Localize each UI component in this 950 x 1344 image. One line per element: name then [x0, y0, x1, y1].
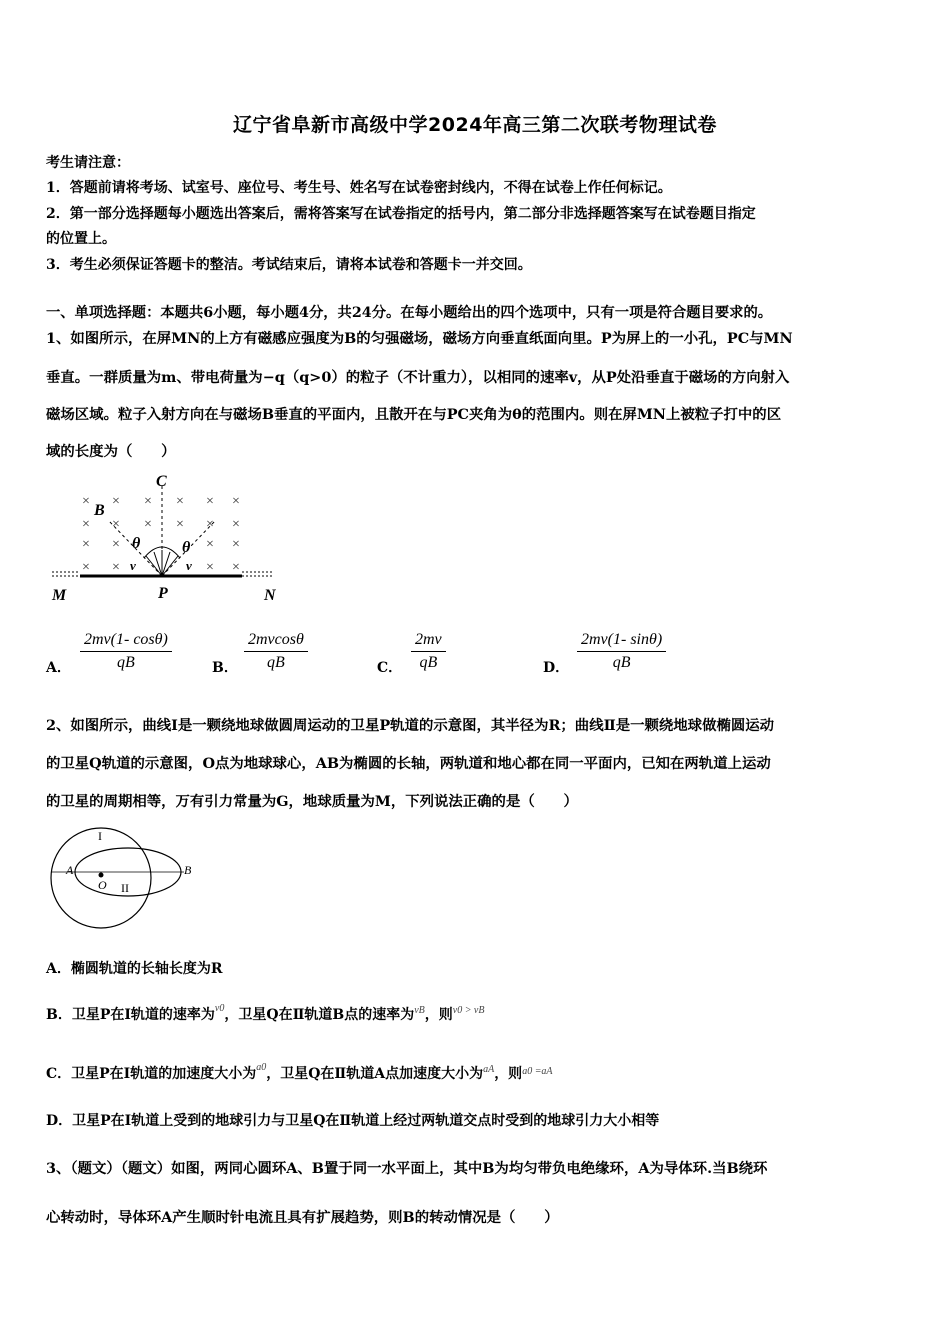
- option-a-label: A．: [46, 660, 71, 676]
- label-v: v: [186, 558, 192, 573]
- label-v: v: [130, 558, 136, 573]
- cross-mark: ×: [82, 537, 90, 552]
- cross-mark: ×: [232, 517, 240, 532]
- cross-mark: ×: [176, 517, 184, 532]
- label-orbit-ii: II: [121, 881, 129, 895]
- cross-mark: ×: [144, 494, 152, 509]
- option-d-label: D．: [543, 660, 570, 676]
- label-b: B: [184, 863, 192, 877]
- q2-option-c: C．卫星P在Ⅰ轨道的加速度大小为$^{a0}$，卫星Q在Ⅱ轨道A点加速度大小为$^{aA}$，则$^{a0 =aA}$: [46, 1062, 553, 1082]
- notice-item: 3．考生必须保证答题卡的整洁。考试结束后，请将本试卷和答题卡一并交回。: [46, 257, 532, 273]
- cross-mark: ×: [232, 560, 240, 575]
- q2-line: 2、如图所示，曲线Ⅰ是一颗绕地球做圆周运动的卫星P轨道的示意图，其半径为R；曲线Ⅱ是一颗绕地球做椭圆运动: [46, 717, 775, 734]
- q1-line: 1、如图所示，在屏MN的上方有磁感应强度为B的匀强磁场，磁场方向垂直纸面向里。P为屏上的一小孔，PC与MN: [46, 330, 793, 347]
- cross-mark: ×: [206, 494, 214, 509]
- option-b-formula: $\frac{2mvcos\theta}{qB}$: [244, 631, 308, 672]
- q1-line: 磁场区域。粒子入射方向在与磁场B垂直的平面内，且散开在与PC夹角为θ的范围内。则在屏MN上被粒子打中的区: [46, 406, 782, 423]
- option-c-label: C．: [377, 660, 403, 676]
- q1-line: 域的长度为（ ）: [46, 443, 176, 460]
- cross-mark: ×: [176, 494, 184, 509]
- label-m: M: [52, 587, 67, 604]
- label-c: C: [156, 473, 167, 490]
- q2-line: 的卫星Q轨道的示意图，O点为地球球心，AB为椭圆的长轴，两轨道和地心都在同一平面内，已知在两轨道上运动: [46, 755, 771, 772]
- label-theta: θ: [182, 539, 191, 556]
- page-title: 辽宁省阜新市高级中学2024年高三第二次联考物理试卷: [233, 114, 717, 136]
- cross-mark: ×: [82, 494, 90, 509]
- cross-mark: ×: [112, 537, 120, 552]
- cross-mark: ×: [232, 537, 240, 552]
- section-heading: 一、单项选择题：本题共6小题，每小题4分，共24分。在每小题给出的四个选项中，只有一项是符合题目要求的。: [46, 305, 773, 321]
- cross-mark: ×: [206, 537, 214, 552]
- q3-line: 心转动时，导体环A产生顺时针电流且具有扩展趋势，则B的转动情况是（ ）: [46, 1209, 559, 1226]
- q2-line: 的卫星的周期相等，万有引力常量为G，地球质量为M，下列说法正确的是（ ）: [46, 793, 578, 810]
- cross-mark: ×: [112, 560, 120, 575]
- label-o: O: [98, 878, 107, 892]
- q2-option-a: A．椭圆轨道的长轴长度为R: [46, 961, 223, 977]
- q2-option-b: B．卫星P在Ⅰ轨道的速率为$^{v0}$，卫星Q在Ⅱ轨道B点的速率为$^{vB}$，则$^{v0 > vB}$: [46, 1003, 485, 1023]
- notice-item: 2．第一部分选择题每小题选出答案后，需将答案写在试卷指定的括号内，第二部分非选择题答案写在试卷题目指定: [46, 206, 756, 222]
- label-b: B: [94, 502, 105, 519]
- label-p: P: [158, 585, 168, 602]
- cross-mark: ×: [82, 517, 90, 532]
- q2-orbit-figure: [46, 822, 206, 934]
- q2-option-d: D．卫星P在Ⅰ轨道上受到的地球引力与卫星Q在Ⅱ轨道上经过两轨道交点时受到的地球引力大小相等: [46, 1113, 660, 1129]
- label-theta: θ: [132, 535, 141, 552]
- option-b-label: B．: [212, 660, 238, 676]
- cross-mark: ×: [144, 517, 152, 532]
- label-orbit-i: I: [98, 829, 102, 843]
- cross-mark: ×: [82, 560, 90, 575]
- q3-line: 3、（题文）（题文）如图，两同心圆环A、B置于同一水平面上，其中B为均匀带负电绝缘环，A为导体环.当B绕环: [46, 1160, 768, 1177]
- label-n: N: [264, 587, 276, 604]
- cross-mark: ×: [206, 517, 214, 532]
- q1-magnetic-field-figure: [46, 468, 286, 608]
- cross-mark: ×: [112, 517, 120, 532]
- option-c-formula: $\frac{2mv}{qB}$: [411, 631, 446, 672]
- option-a-formula: $\frac{2mv(1- \cos\theta)}{qB}$: [80, 631, 172, 672]
- cross-mark: ×: [112, 494, 120, 509]
- notice-item: 1．答题前请将考场、试室号、座位号、考生号、姓名写在试卷密封线内，不得在试卷上作任何标记。: [46, 180, 672, 196]
- notice-item: 的位置上。: [46, 231, 116, 247]
- cross-mark: ×: [206, 560, 214, 575]
- label-a: A: [66, 863, 74, 877]
- cross-mark: ×: [232, 494, 240, 509]
- notice-heading: 考生请注意：: [46, 155, 130, 171]
- q1-line: 垂直。一群质量为m、带电荷量为−q（q>0）的粒子（不计重力），以相同的速率v，从P处沿垂直于磁场的方向射入: [46, 369, 790, 386]
- option-d-formula: $\frac{2mv(1- \sin\theta)}{qB}$: [577, 631, 666, 672]
